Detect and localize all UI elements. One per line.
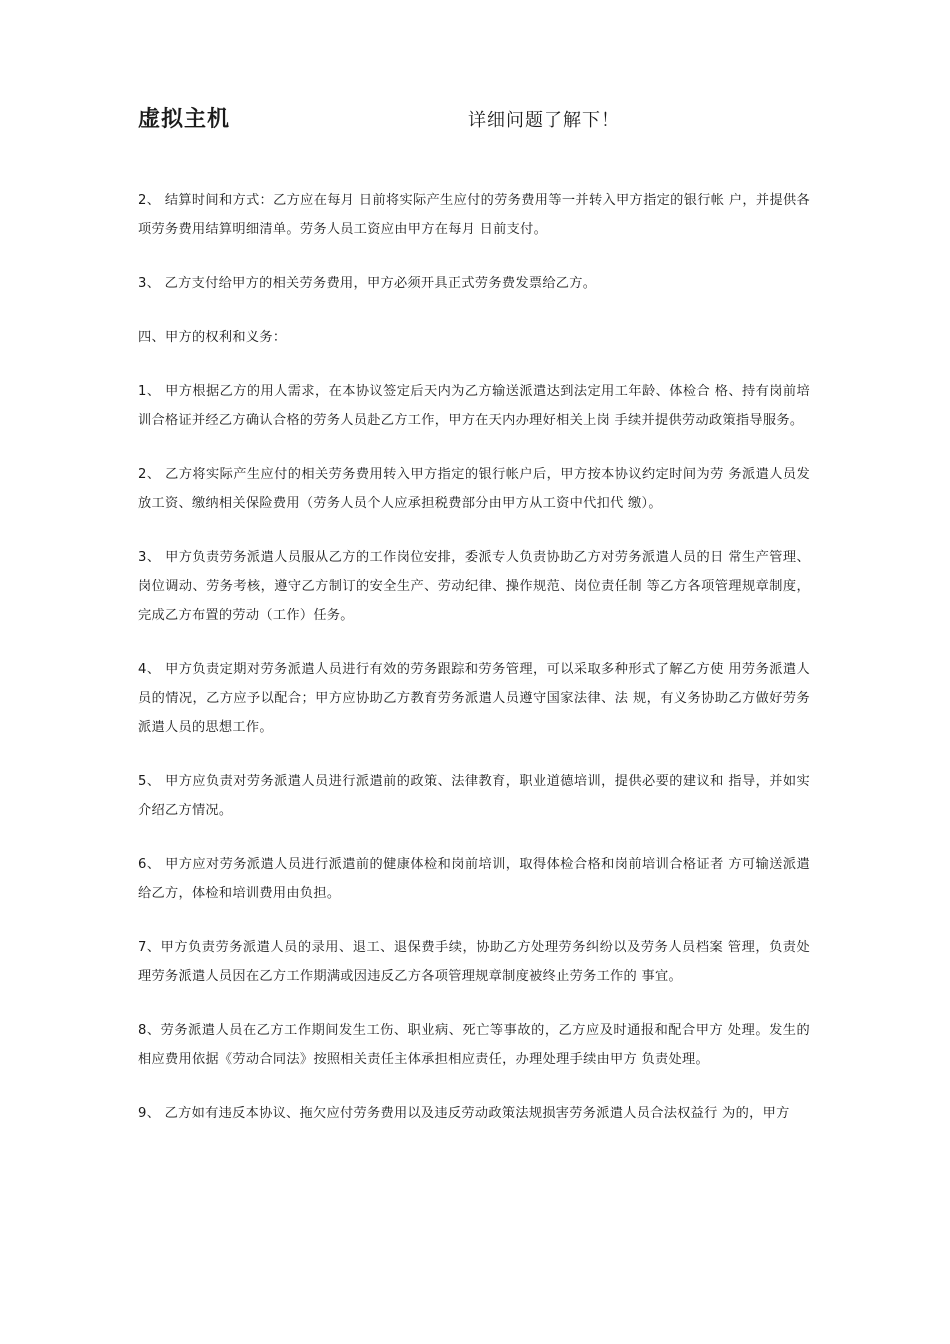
paragraph-item-9: 9、 乙方如有违反本协议、拖欠应付劳务费用以及违反劳动政策法规损害劳务派遣人员合法权益行 为的，甲方 (138, 1106, 790, 1121)
paragraph-item-8: 8、劳务派遣人员在乙方工作期间发生工伤、职业病、死亡等事故的，乙方应及时通报和配合甲方 处理。发生的相应费用依据《劳动合同法》按照相关责任主体承担相应责任，办理处理手续由甲方 负责处理。 (138, 1023, 810, 1067)
paragraph-item-1: 1、 甲方根据乙方的用人需求，在本协议签定后天内为乙方输送派遣达到法定用工年龄、体检合 格、持有岗前培训合格证并经乙方确认合格的劳务人员赴乙方工作，甲方在天内办理好相关上岗 手续并提供劳动政策指导服务。 (138, 384, 810, 428)
document-body (138, 186, 810, 1153)
section-heading-rights: 四、甲方的权利和义务： (138, 330, 287, 345)
paragraph-item-5: 5、 甲方应负责对劳务派遣人员进行派遣前的政策、法律教育，职业道德培训，提供必要的建议和 指导，并如实介绍乙方情况。 (138, 774, 810, 818)
header-title: 虚拟主机 (138, 107, 231, 132)
paragraph-settlement: 2、 结算时间和方式：乙方应在每月 日前将实际产生应付的劳务费用等一并转入甲方指定的银行帐 户，并提供各项劳务费用结算明细清单。劳务人员工资应由甲方在每月 日前支付。 (138, 193, 810, 237)
page-header (138, 104, 810, 140)
paragraph-item-4: 4、 甲方负责定期对劳务派遣人员进行有效的劳务跟踪和劳务管理，可以采取多种形式了解乙方使 用劳务派遣人员的情况，乙方应予以配合；甲方应协助乙方教育劳务派遣人员遵守国家法律、法 规，有义务协助乙方做好劳务派遣人员的思想工作。 (138, 662, 810, 735)
paragraph-invoice: 3、 乙方支付给甲方的相关劳务费用，甲方必须开具正式劳务费发票给乙方。 (138, 276, 597, 291)
paragraph-item-7: 7、甲方负责劳务派遣人员的录用、退工、退保费手续，协助乙方处理劳务纠纷以及劳务人员档案 管理，负责处理劳务派遣人员因在乙方工作期满或因违反乙方各项管理规章制度被终止劳务工作的 事宜。 (138, 940, 810, 984)
paragraph-item-2: 2、 乙方将实际产生应付的相关劳务费用转入甲方指定的银行帐户后，甲方按本协议约定时间为劳 务派遣人员发放工资、缴纳相关保险费用（劳务人员个人应承担税费部分由甲方从工资中代扣代 缴）。 (138, 467, 810, 511)
header-subtitle: 详细问题了解下！ (468, 110, 620, 131)
paragraph-item-3: 3、 甲方负责劳务派遣人员服从乙方的工作岗位安排，委派专人负责协助乙方对劳务派遣人员的日 常生产管理、岗位调动、劳务考核，遵守乙方制订的安全生产、劳动纪律、操作规范、岗位责任制 等乙方各项管理规章制度，完成乙方布置的劳动（工作）任务。 (138, 550, 810, 623)
paragraph-item-6: 6、 甲方应对劳务派遣人员进行派遣前的健康体检和岗前培训，取得体检合格和岗前培训合格证者 方可输送派遣给乙方，体检和培训费用由负担。 (138, 857, 810, 901)
